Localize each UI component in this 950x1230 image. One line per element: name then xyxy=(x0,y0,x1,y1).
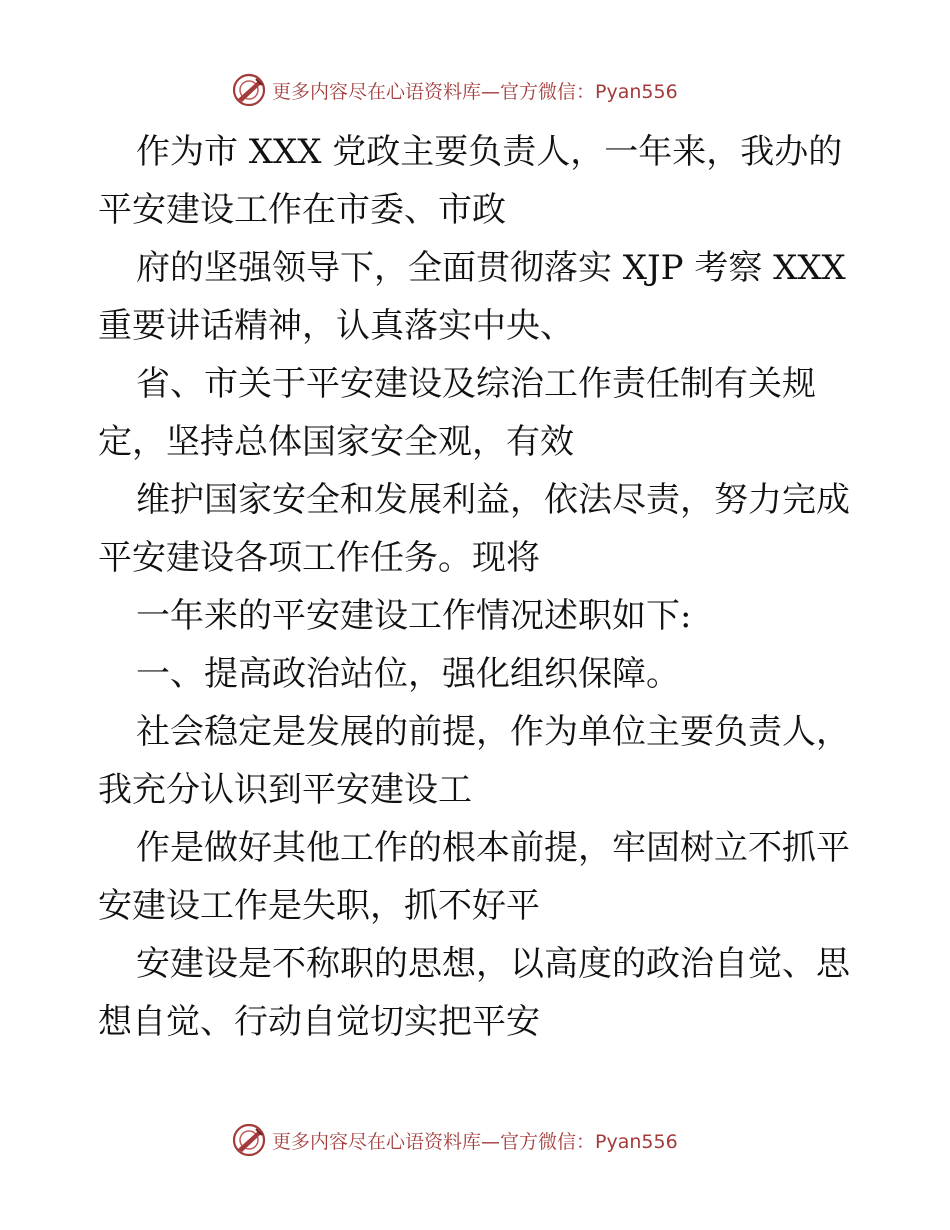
text-line: 我充分认识到平安建设工 xyxy=(98,770,472,810)
brand-logo-icon xyxy=(232,1123,266,1157)
text-line: 重要讲话精神，认真落实中央、 xyxy=(98,306,574,346)
footer-banner-text: 更多内容尽在心语资料库—官方微信：Pyan556 xyxy=(272,1130,678,1153)
text-line: 定，坚持总体国家安全观，有效 xyxy=(98,422,574,462)
text-line: 平安建设各项工作任务。现将 xyxy=(98,538,540,578)
text-line: 府的坚强领导下，全面贯彻落实 XJP 考察 XXX xyxy=(136,248,846,288)
text-line: 作是做好其他工作的根本前提，牢固树立不抓平 xyxy=(136,828,850,868)
header-banner xyxy=(232,72,678,108)
document-body xyxy=(98,123,858,1051)
footer-banner xyxy=(232,1122,678,1158)
text-line: 社会稳定是发展的前提，作为单位主要负责人， xyxy=(136,712,850,752)
section-heading: 一、提高政治站位，强化组织保障。 xyxy=(136,654,680,694)
text-line: 维护国家安全和发展利益，依法尽责，努力完成 xyxy=(136,480,850,520)
text-line: 想自觉、行动自觉切实把平安 xyxy=(98,1002,540,1042)
text-line: 平安建设工作在市委、市政 xyxy=(98,190,506,230)
text-line: 作为市 XXX 党政主要负责人，一年来，我办的 xyxy=(136,132,843,172)
brand-logo-icon xyxy=(232,73,266,107)
text-line: 安建设工作是失职，抓不好平 xyxy=(98,886,540,926)
text-line: 安建设是不称职的思想，以高度的政治自觉、思 xyxy=(136,944,850,984)
header-banner-text: 更多内容尽在心语资料库—官方微信：Pyan556 xyxy=(272,80,678,103)
text-line: 省、市关于平安建设及综治工作责任制有关规 xyxy=(136,364,816,404)
text-line: 一年来的平安建设工作情况述职如下: xyxy=(136,596,692,636)
